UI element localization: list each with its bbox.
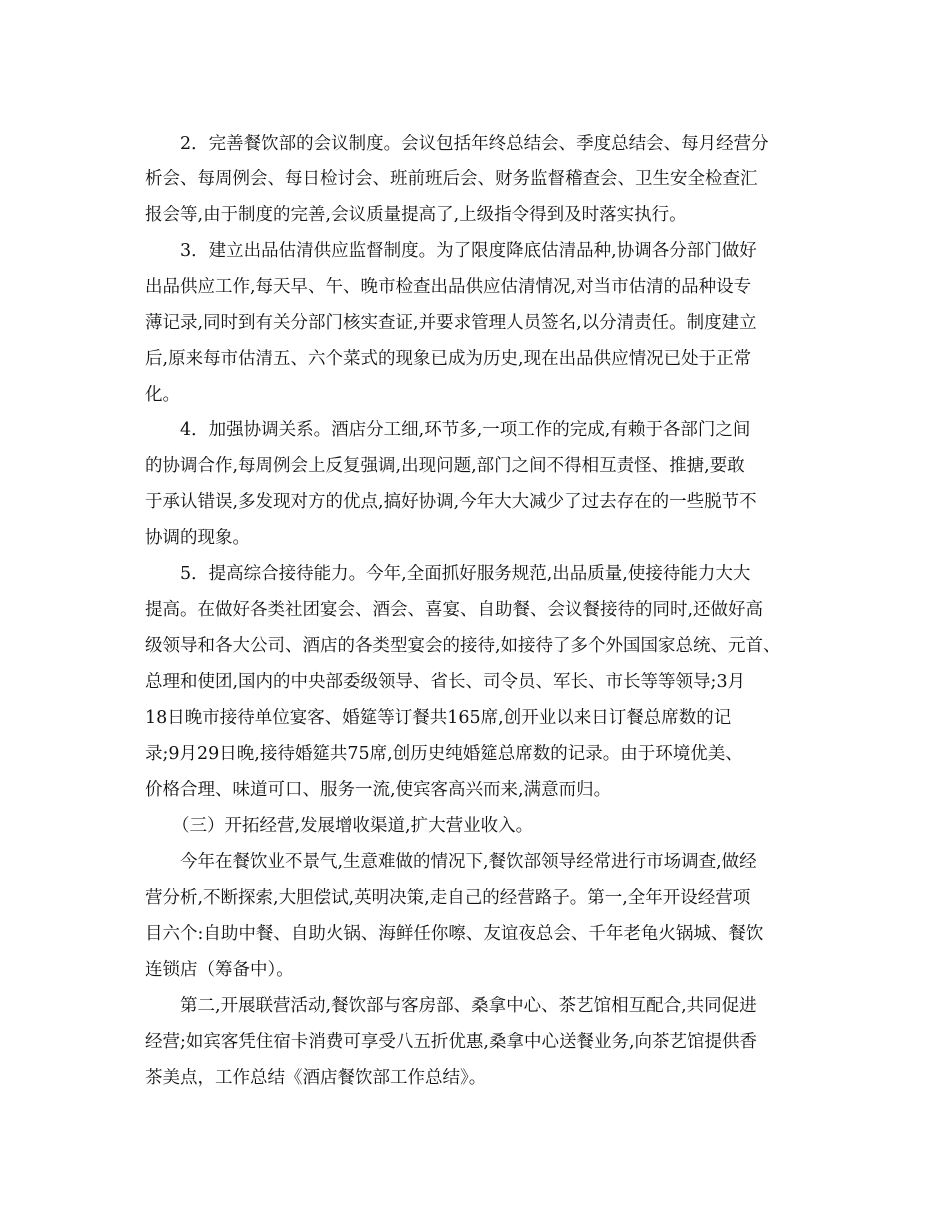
text-line: 协调的现象。 [145,528,250,548]
text-line: 化。 [145,385,180,405]
text-line: 5．提高综合接待能力。今年,全面抓好服务规范,出品质量,使接待能力大大 [180,564,751,584]
text-line: 报会等,由于制度的完善,会议质量提高了,上级指令得到及时落实执行。 [145,205,687,225]
text-line: 析会、每周例会、每日检讨会、班前班后会、财务监督稽查会、卫生安全检查汇 [145,169,758,189]
text-line: 薄记录,同时到有关分部门核实查证,并要求管理人员签名,以分清责任。制度建立 [145,313,757,333]
text-line: 提高。在做好各类社团宴会、酒会、喜宴、自助餐、会议餐接待的同时,还做好高 [145,600,764,620]
text-line: 营分析,不断探索,大胆偿试,英明决策,走自己的经营路子。第一,全年开设经营项 [145,888,751,908]
text-line: 4．加强协调关系。酒店分工细,环节多,一项工作的完成,有赖于各部门之间 [180,420,751,440]
text-line: 于承认错误,多发现对方的优点,搞好协调,今年大大减少了过去存在的一些脱节不 [145,492,757,512]
text-line: 的协调合作,每周例会上反复强调,出现问题,部门之间不得相互责怪、推搪,要敢 [145,456,745,476]
text-line: 2．完善餐饮部的会议制度。会议包括年终总结会、季度总结会、每月经营分 [180,134,769,154]
section-heading: （三）开拓经营,发展增收渠道,扩大营业收入。 [172,816,534,836]
text-line: 录;9月29日晚,接待婚筵共75席,创历史纯婚筵总席数的记录。由于环境优美、 [145,744,743,764]
text-line: 连锁店（筹备中）。 [145,960,294,980]
text-line: 18日晚市接待单位宴客、婚筵等订餐共165席,创开业以来日订餐总席数的记 [145,708,732,728]
text-line: 3．建立出品估清供应监督制度。为了限度降底估清品种,协调各分部门做好 [180,241,757,261]
text-line: 总理和使团,国内的中央部委级领导、省长、司令员、军长、市长等等领导;3月 [145,672,746,692]
text-line: 第二,开展联营活动,餐饮部与客房部、桑拿中心、茶艺馆相互配合,共同促进 [180,996,757,1016]
text-line: 价格合理、味道可口、服务一流,使宾客高兴而来,满意而归。 [145,780,612,800]
text-line: 级领导和各大公司、酒店的各类型宴会的接待,如接待了多个外国国家总统、元首、 [145,636,781,656]
text-line: 今年在餐饮业不景气,生意难做的情况下,餐饮部领导经常进行市场调查,做经 [180,852,757,872]
text-line: 茶美点，工作总结《酒店餐饮部工作总结》。 [145,1068,487,1088]
text-line: 目六个:自助中餐、自助火锅、海鲜任你嚓、友谊夜总会、千年老龟火锅城、餐饮 [145,924,764,944]
text-line: 经营;如宾客凭住宿卡消费可享受八五折优惠,桑拿中心送餐业务,向茶艺馆提供香 [145,1032,758,1052]
text-line: 后,原来每市估清五、六个菜式的现象已成为历史,现在出品供应情况已处于正常 [145,349,752,369]
text-line: 出品供应工作,每天早、午、晚市检查出品供应估清情况,对当市估清的品种设专 [145,277,752,297]
